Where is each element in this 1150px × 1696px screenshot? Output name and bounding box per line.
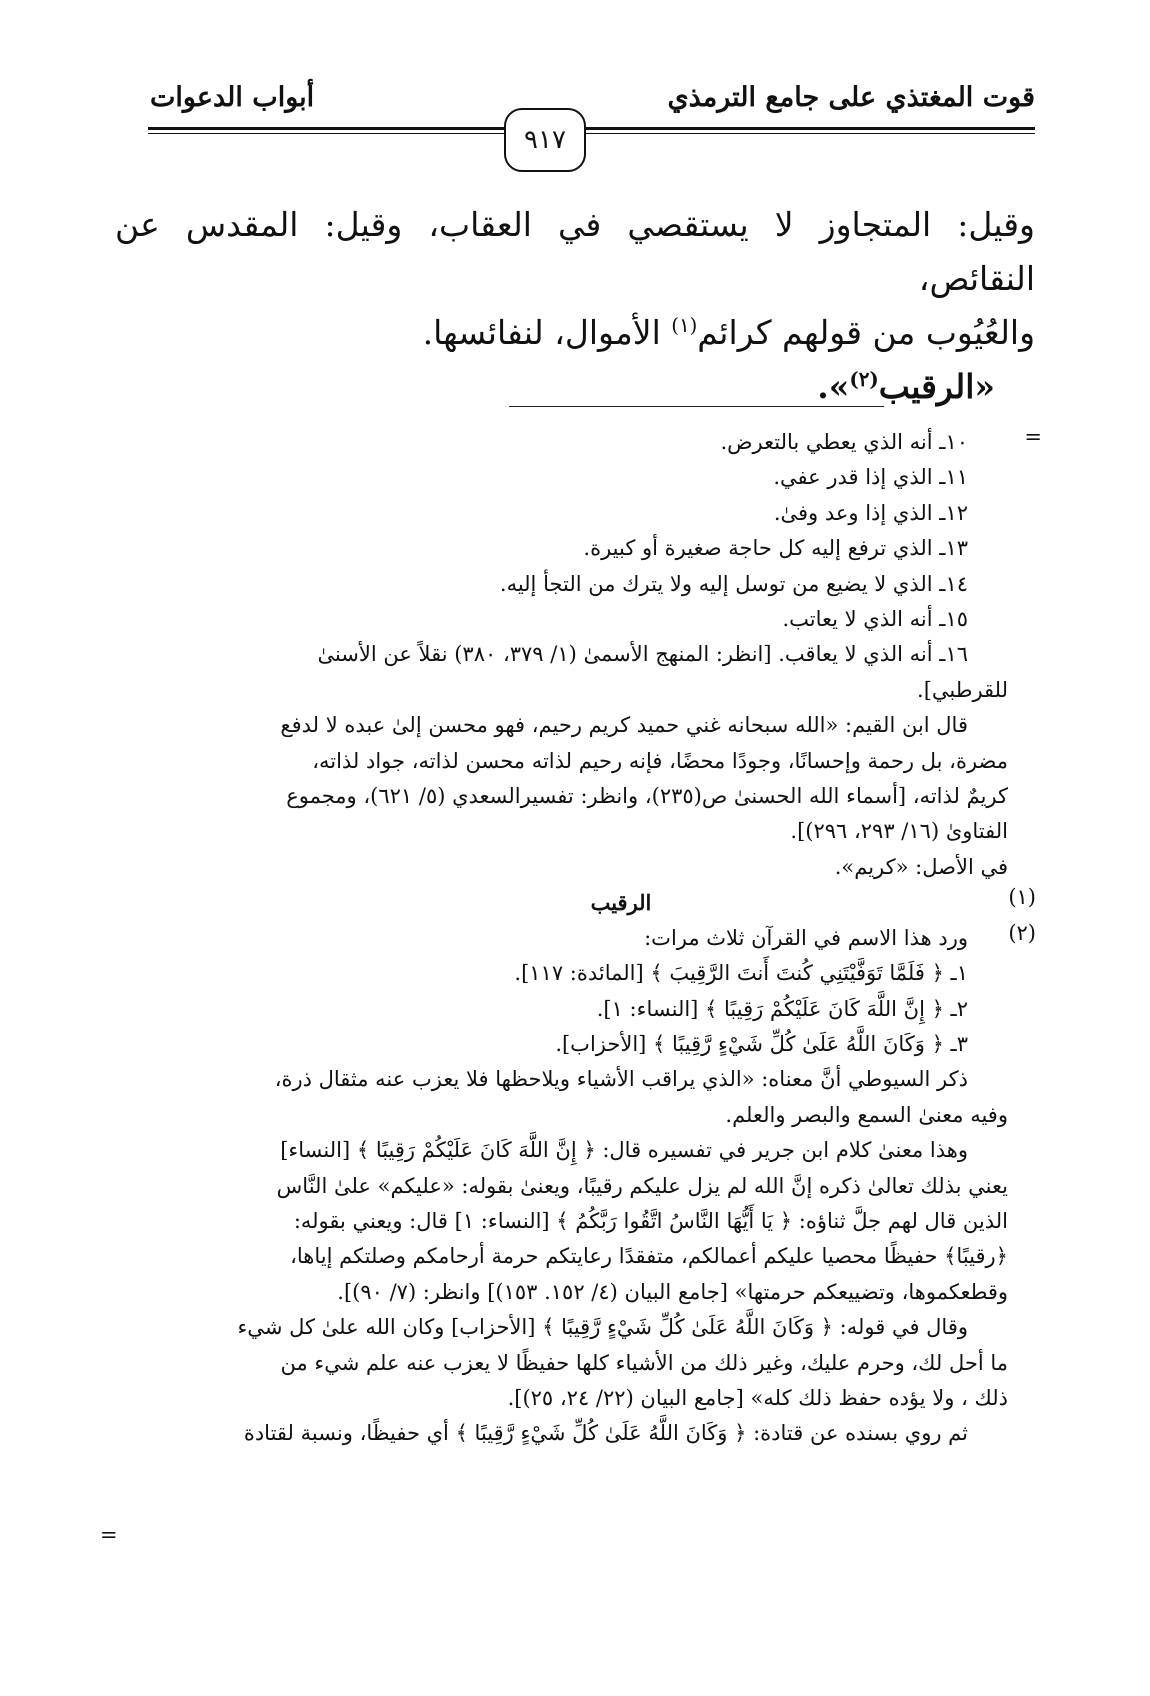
footnote-1-label: (١) <box>1008 885 1036 909</box>
verse-line: ٢ـ ﴿ إِنَّ اللَّهَ كَانَ عَلَيْكُمْ رَقِيبًا ﴾ [النساء: ١]. <box>596 996 968 1021</box>
footnote-2-title: الرقيب <box>590 890 652 916</box>
book-title: قوت المغتذي على جامع الترمذي <box>667 82 1035 113</box>
footnote-list-item-16-cont: للقرطبي]. <box>917 677 1008 702</box>
qawluhu-line: ذلك ، ولا يؤده حفظ ذلك كله» [جامع البيان (٢٢/ ٢٤، ٢٥)]. <box>507 1385 1008 1410</box>
footnotes <box>114 425 1008 1452</box>
ibn-jarir-line: يعني بذلك تعالىٰ ذكره إنَّ الله لم يزل عليكم رقيبًا، ويعنىٰ بقوله: «عليكم» علىٰ النَّاس <box>276 1173 1008 1198</box>
suyuti-line: ذكر السيوطي أنَّ معناه: «الذي يراقب الأشياء ويلاحظها فلا يعزب عنه مثقال ذرة، <box>274 1067 968 1092</box>
main-line-1: وقيل: المتجاوز لا يستقصي في العقاب، وقيل: المقدس عن النقائص، <box>115 205 1035 298</box>
header-rule-right-thin <box>582 133 1035 134</box>
heading-close: ». <box>817 367 850 406</box>
footnote-ref-2: (٢) <box>849 367 879 391</box>
ibn-jarir-line: وهذا معنىٰ كلام ابن جرير في تفسيره قال: ﴿ إِنَّ اللَّهَ كَانَ عَلَيْكُمْ رَقِيبًا ﴾ [النساء] <box>280 1138 968 1163</box>
suyuti-line: وفيه معنىٰ السمع والبصر والعلم. <box>725 1102 1008 1127</box>
ibn-qayyim-line: الفتاوىٰ (١٦/ ٢٩٣، ٢٩٦)]. <box>790 819 1008 844</box>
footnote-separator <box>509 406 884 407</box>
footnote-list-item-16: ١٦ـ أنه الذي لا يعاقب. [انظر: المنهج الأسمىٰ (١/ ٣٧٩، ٣٨٠) نقلاً عن الأسنىٰ <box>317 642 968 667</box>
continuation-mark-top: = <box>1024 425 1042 449</box>
ibn-jarir-line: وقطعكموها، وتضييعكم حرمتها» [جامع البيان (٤/ ١٥٢. ١٥٣)] وانظر: (٧/ ٩٠)]. <box>337 1279 1008 1304</box>
verse-line: ١ـ ﴿ فَلَمَّا تَوَفَّيْتَنِي كُنتَ أَنتَ الرَّقِيبَ ﴾ [المائدة: ١١٧]. <box>514 961 968 986</box>
header-rule-left-thin <box>148 133 504 134</box>
chapter-title: أبواب الدعوات <box>150 82 315 113</box>
footnote-1-text: في الأصل: «كريم». <box>834 854 1008 879</box>
qawluhu-line: ما أحل لك، وحرم عليك، وغير ذلك من الأشياء كلها حفيظًا لا يعزب عنه علم شيء من <box>280 1350 1008 1375</box>
ibn-jarir-line: ﴿رقيبًا﴾ حفيظًا محصيا عليكم أعمالكم، متفقدًا رعايتكم حرمة أرحامكم وصلتكم إياها، <box>290 1244 1008 1269</box>
ibn-jarir-line: الذين قال لهم جلَّ ثناؤه: ﴿ يَا أَيُّهَا النَّاسُ اتَّقُوا رَبَّكُمُ ﴾ [النساء: ١] قال: ويعني بقوله: <box>293 1208 1008 1233</box>
raqib-intro: ورد هذا الاسم في القرآن ثلاث مرات: <box>644 925 968 950</box>
ibn-qayyim-line: مضرة، بل رحمة وإحسانًا، وجودًا محضًا، فإنه رحيم لذاته محسن لذاته، جواد لذاته، <box>312 748 1008 773</box>
footnote-list-item: ١٥ـ أنه الذي لا يعاتب. <box>782 607 968 632</box>
footnote-list-item: ١٤ـ الذي لا يضيع من توسل إليه ولا يترك من التجأ إليه. <box>499 571 968 596</box>
main-line-2 <box>115 306 1035 360</box>
verse-line: ٣ـ ﴿ وَكَانَ اللَّهُ عَلَىٰ كُلِّ شَيْءٍ رَّقِيبًا ﴾ [الأحزاب]. <box>555 1031 968 1056</box>
footnote-list-item: ١٣ـ الذي ترفع إليه كل حاجة صغيرة أو كبيرة. <box>583 536 968 561</box>
footnote-2-label: (٢) <box>1008 921 1036 945</box>
footnote-ref-1: (١) <box>671 314 698 337</box>
main-text <box>115 198 1035 414</box>
qawluhu-line: وقال في قوله: ﴿ وَكَانَ اللَّهُ عَلَىٰ كُلِّ شَيْءٍ رَّقِيبًا ﴾ [الأحزاب] وكان الله علىٰ كل شيء <box>237 1315 968 1340</box>
footnote-list-item: ١٠ـ أنه الذي يعطي بالتعرض. <box>720 430 968 454</box>
main-line-2-tail: الأموال، لنفائسها. <box>422 313 672 352</box>
ibn-qayyim-line: كريمٌ لذاته، [أسماء الله الحسنىٰ ص(٢٣٥)، وانظر: تفسيرالسعدي (٥/ ٦٢١)، ومجموع <box>286 784 1008 809</box>
qatada-line: ثم روي بسنده عن قتادة: ﴿ وَكَانَ اللَّهُ عَلَىٰ كُلِّ شَيْءٍ رَّقِيبًا ﴾ أي حفيظًا، ونسبة لقتادة <box>243 1421 968 1446</box>
header-rule-left <box>148 127 504 130</box>
heading-open: «الرقيب <box>878 367 995 406</box>
footnote-list-item: ١٢ـ الذي إذا وعد وفىٰ. <box>773 500 968 525</box>
continuation-mark-bottom: = <box>100 1523 118 1547</box>
main-line-2-text: والعُيُوب من قولهم كرائم <box>697 313 1035 352</box>
footnote-list-item: ١١ـ الذي إذا قدر عفي. <box>773 465 968 490</box>
header-rule-right <box>582 127 1035 130</box>
ibn-qayyim-line: قال ابن القيم: «الله سبحانه غني حميد كريم رحيم، فهو محسن إلىٰ عبده لا لدفع <box>280 713 968 738</box>
page-number: ٩١٧ <box>504 108 586 172</box>
